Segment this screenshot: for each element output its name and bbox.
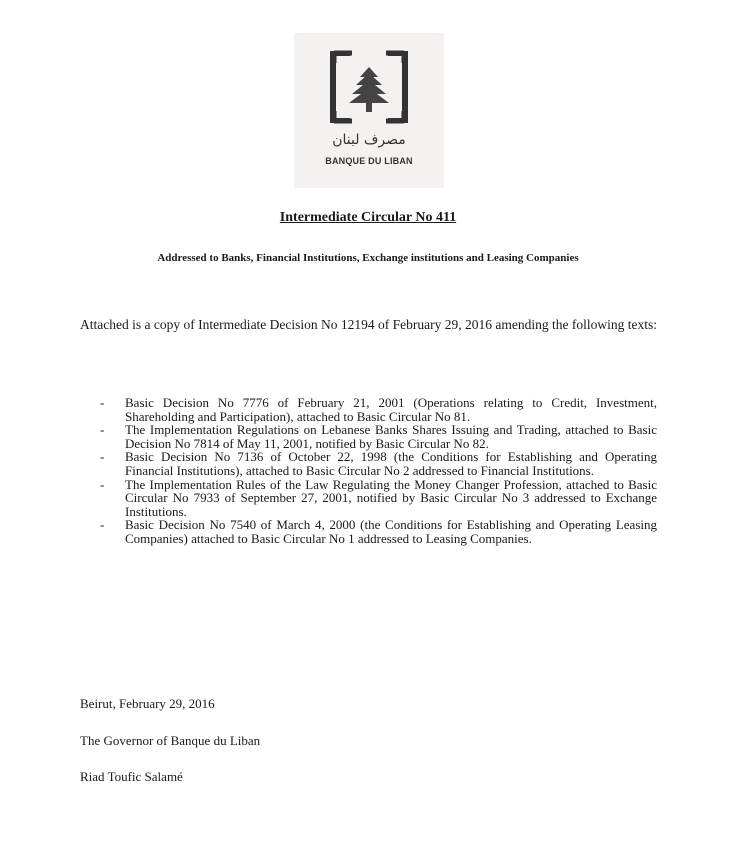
list-item-text: The Implementation Rules of the Law Regulating the Money Changer Profession, attached to Basic Circular No 7933 of September 27, 2001, notified by Basic Circular No 3 addressed to Exchange Institutions. [125,476,657,519]
amended-texts-list [100,396,657,546]
list-bullet: - [100,476,105,492]
logo-latin-text: BANQUE DU LIBAN [325,156,413,166]
list-bullet: - [100,449,105,465]
bank-logo [294,33,444,188]
list-item [100,396,657,423]
circular-title: Intermediate Circular No 411 [279,210,457,225]
place-date: Beirut, February 29, 2016 [80,696,215,711]
logo-arabic-text: مصرف لبنان [332,132,406,148]
list-item-text: Basic Decision No 7540 of March 4, 2000 (the Conditions for Establishing and Operating Leasing Companies) attached to Basic Circular No 1 addressed to Leasing Companies. [125,517,657,546]
list-item-text: Basic Decision No 7776 of February 21, 2001 (Operations relating to Credit, Investment, Shareholding and Participation), attached to Basic Circular No 81. [125,395,657,424]
list-item [100,478,657,519]
list-item [100,450,657,477]
addressees-subtitle: Addressed to Banks, Financial Institutions, Exchange institutions and Leasing Companies [157,252,579,264]
list-item-text: Basic Decision No 7136 of October 22, 1998 (the Conditions for Establishing and Operating Financial Institutions), attached to Basic Circular No 2 addressed to Financial Institutions. [125,449,657,478]
signatory-title: The Governor of Banque du Liban [80,733,261,748]
cedar-tree-icon [294,33,444,133]
intro-paragraph: Attached is a copy of Intermediate Decision No 12194 of February 29, 2016 amending the following texts: [80,317,657,332]
list-bullet: - [100,422,105,438]
signatory-name: Riad Toufic Salamé [80,769,183,784]
list-item [100,518,657,545]
list-bullet: - [100,517,105,533]
list-item-text: The Implementation Regulations on Lebanese Banks Shares Issuing and Trading, attached to Basic Decision No 7814 of May 11, 2001, notified by Basic Circular No 82. [125,422,657,451]
list-bullet: - [100,395,105,410]
list-item [100,423,657,450]
